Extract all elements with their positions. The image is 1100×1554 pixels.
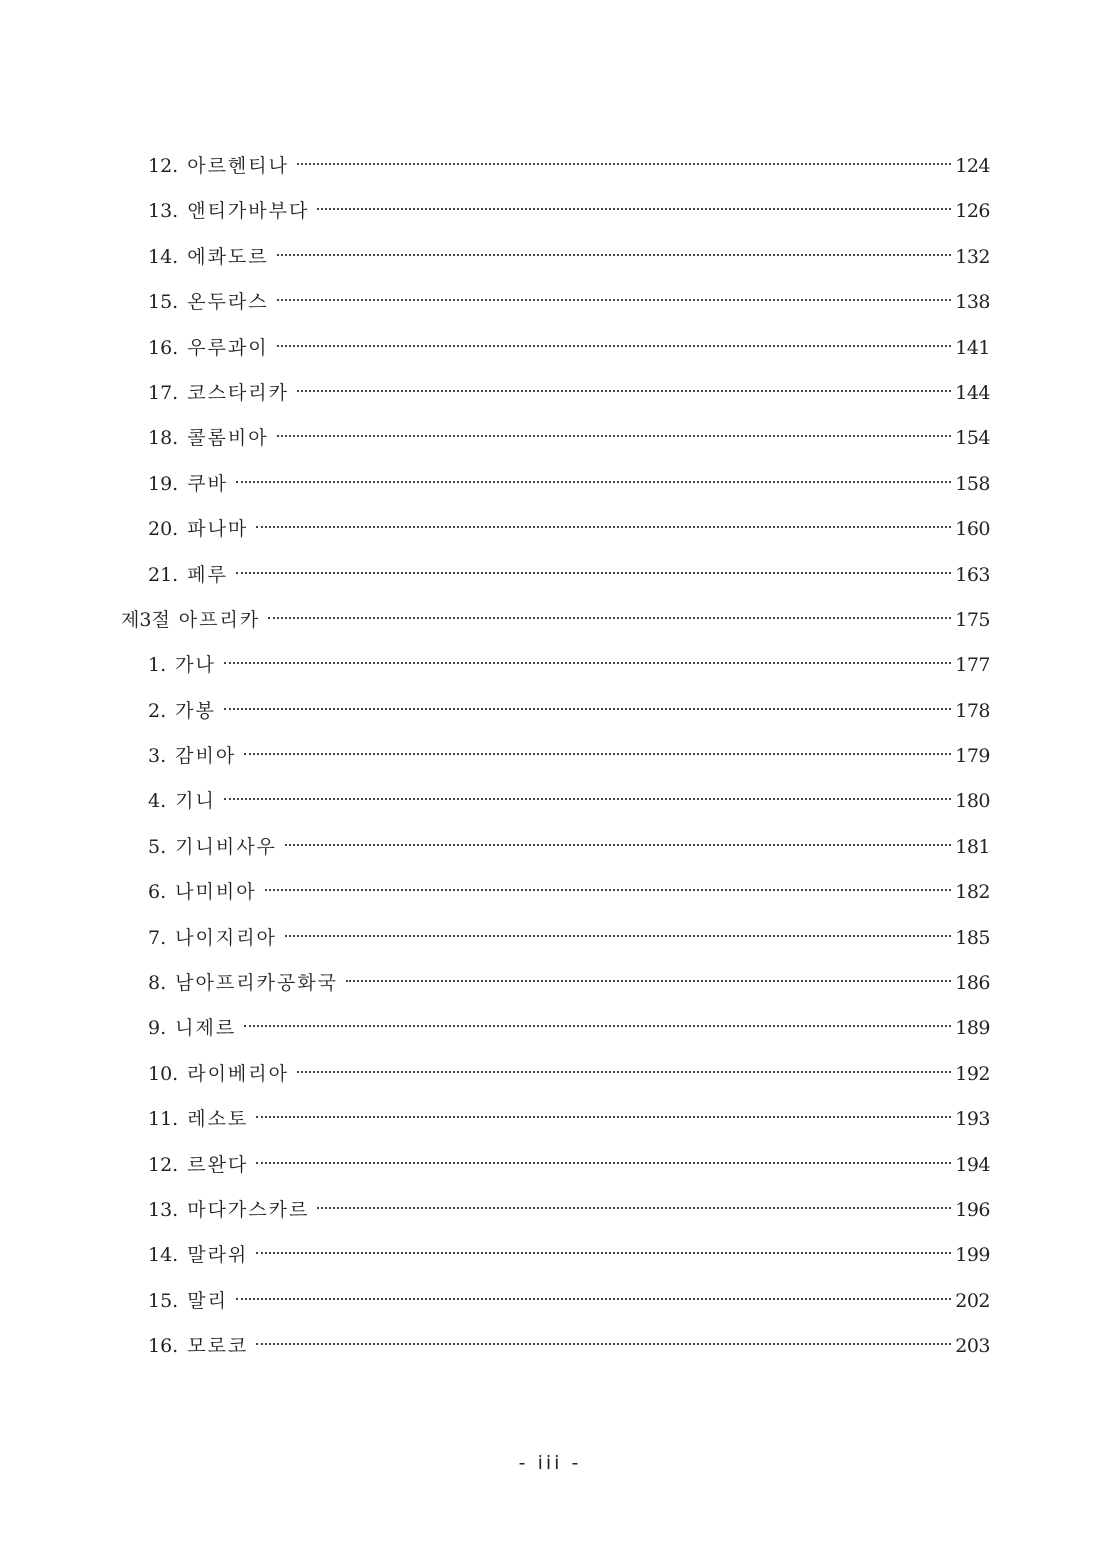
- toc-entry-title: 기니비사우: [175, 835, 277, 858]
- toc-entry-title: 앤티가바부다: [187, 200, 310, 223]
- toc-entry-page-number: 193: [955, 1108, 990, 1131]
- toc-entry-title: 가봉: [175, 699, 216, 722]
- toc-entry-number: 19.: [148, 472, 179, 495]
- toc-entry-page-number: 158: [955, 472, 990, 495]
- dot-leader: [236, 572, 951, 574]
- toc-entry-number: 8.: [148, 972, 167, 995]
- toc-entry[interactable]: [0, 1324, 1100, 1369]
- dot-leader: [297, 1071, 951, 1073]
- toc-entry[interactable]: [0, 961, 1100, 1006]
- toc-entry-title: 나미비아: [175, 881, 257, 904]
- dot-leader: [236, 481, 951, 483]
- toc-entry[interactable]: [0, 1052, 1100, 1097]
- toc-entry-title: 말리: [187, 1289, 228, 1312]
- dot-leader: [224, 798, 951, 800]
- dot-leader: [285, 844, 951, 846]
- toc-entry-number: 4.: [148, 790, 167, 813]
- toc-entry-number: 7.: [148, 926, 167, 949]
- toc-entry-title: 감비아: [175, 745, 237, 768]
- toc-entry-title: 말라위: [187, 1244, 249, 1267]
- dot-leader: [256, 1252, 951, 1254]
- toc-entry[interactable]: [0, 825, 1100, 870]
- toc-section-heading[interactable]: [0, 598, 1100, 643]
- toc-entry-number: 16.: [148, 1335, 179, 1358]
- toc-entry-number: 16.: [148, 336, 179, 359]
- toc-entry-title: 페루: [187, 563, 228, 586]
- toc-entry-title: 남아프리카공화국: [175, 972, 338, 995]
- toc-entry-title: 가나: [175, 654, 216, 677]
- dot-leader: [256, 526, 951, 528]
- toc-entry-number: 3.: [148, 745, 167, 768]
- dot-leader: [317, 208, 951, 210]
- toc-entry-title: 쿠바: [187, 472, 228, 495]
- table-of-contents: [0, 144, 1100, 1370]
- toc-entry-page-number: 141: [955, 336, 990, 359]
- toc-entry-page-number: 179: [955, 745, 990, 768]
- toc-entry-title: 니제르: [175, 1017, 237, 1040]
- toc-entry-number: 9.: [148, 1017, 167, 1040]
- toc-entry-number: 12.: [148, 155, 179, 177]
- toc-entry[interactable]: [0, 916, 1100, 961]
- toc-entry[interactable]: [0, 416, 1100, 461]
- toc-entry-title: 파나마: [187, 518, 249, 541]
- toc-entry[interactable]: [0, 507, 1100, 552]
- toc-entry[interactable]: [0, 235, 1100, 280]
- toc-entry-page-number: 192: [955, 1062, 990, 1085]
- toc-entry-page-number: 160: [955, 518, 990, 541]
- toc-entry-page-number: 182: [955, 881, 990, 904]
- toc-entry[interactable]: [0, 1006, 1100, 1051]
- toc-entry-title: 온두라스: [187, 291, 269, 314]
- toc-entry[interactable]: [0, 189, 1100, 234]
- toc-entry-page-number: 202: [955, 1289, 990, 1312]
- toc-entry-number: 14.: [148, 1244, 179, 1267]
- toc-entry-title: 라이베리아: [187, 1062, 289, 1085]
- toc-entry-number: 6.: [148, 881, 167, 904]
- toc-entry-page-number: 163: [955, 563, 990, 586]
- dot-leader: [224, 662, 951, 664]
- dot-leader: [297, 390, 951, 392]
- toc-entry[interactable]: [0, 689, 1100, 734]
- toc-entry-title: 아프리카: [178, 608, 261, 631]
- toc-entry-page-number: 175: [955, 608, 990, 631]
- toc-entry-page-number: 199: [955, 1244, 990, 1267]
- toc-entry-number: 1.: [148, 654, 167, 677]
- toc-entry[interactable]: [0, 553, 1100, 598]
- dot-leader: [265, 889, 952, 891]
- toc-entry-page-number: 144: [955, 381, 990, 404]
- toc-entry-page-number: 186: [955, 972, 990, 995]
- toc-entry-title: 코스타리카: [187, 381, 289, 404]
- toc-entry[interactable]: [0, 371, 1100, 416]
- toc-entry-title: 나이지리아: [175, 926, 277, 949]
- toc-entry[interactable]: [0, 462, 1100, 507]
- dot-leader: [317, 1207, 951, 1209]
- toc-entry-number: 제3절: [121, 608, 170, 631]
- toc-entry[interactable]: [0, 1143, 1100, 1188]
- toc-entry-page-number: 180: [955, 790, 990, 813]
- dot-leader: [256, 1116, 951, 1118]
- toc-entry-page-number: 154: [955, 427, 990, 450]
- toc-entry[interactable]: [0, 734, 1100, 779]
- toc-entry[interactable]: [0, 779, 1100, 824]
- dot-leader: [256, 1162, 951, 1164]
- toc-entry-page-number: 126: [955, 200, 990, 223]
- toc-entry[interactable]: [0, 280, 1100, 325]
- toc-entry-title: 우루과이: [187, 336, 269, 359]
- toc-entry-number: 13.: [148, 200, 179, 223]
- toc-entry[interactable]: [0, 1233, 1100, 1278]
- toc-entry-number: 17.: [148, 381, 179, 404]
- toc-entry-title: 콜롬비아: [187, 427, 269, 450]
- toc-entry-page-number: 189: [955, 1017, 990, 1040]
- page-number-footer: - iii -: [518, 1452, 582, 1474]
- dot-leader: [346, 980, 951, 982]
- toc-entry-page-number: 203: [955, 1335, 990, 1358]
- toc-entry-page-number: 185: [955, 926, 990, 949]
- toc-entry-number: 15.: [148, 291, 179, 314]
- toc-entry-page-number: 181: [955, 835, 990, 858]
- toc-entry-number: 21.: [148, 563, 179, 586]
- toc-entry-page-number: 178: [955, 699, 990, 722]
- toc-entry-title: 모로코: [187, 1335, 249, 1358]
- toc-entry-number: 15.: [148, 1289, 179, 1312]
- toc-entry[interactable]: [0, 144, 1100, 189]
- dot-leader: [256, 1343, 951, 1345]
- toc-entry-number: 11.: [148, 1108, 179, 1131]
- dot-leader: [277, 254, 952, 256]
- dot-leader: [285, 935, 951, 937]
- toc-entry-number: 12.: [148, 1153, 179, 1176]
- toc-entry-title: 아르헨티나: [187, 155, 289, 177]
- toc-entry-page-number: 194: [955, 1153, 990, 1176]
- toc-entry-page-number: 196: [955, 1198, 990, 1221]
- toc-entry[interactable]: [0, 643, 1100, 688]
- toc-entry-page-number: 132: [955, 245, 990, 268]
- toc-entry-number: 10.: [148, 1062, 179, 1085]
- toc-entry-number: 5.: [148, 835, 167, 858]
- dot-leader: [244, 753, 951, 755]
- toc-entry-page-number: 124: [955, 155, 990, 177]
- dot-leader: [236, 1298, 951, 1300]
- toc-entry[interactable]: [0, 1097, 1100, 1142]
- toc-entry-number: 18.: [148, 427, 179, 450]
- dot-leader: [224, 708, 951, 710]
- toc-entry[interactable]: [0, 1279, 1100, 1324]
- toc-entry-page-number: 177: [955, 654, 990, 677]
- dot-leader: [297, 163, 951, 165]
- toc-entry-title: 레소토: [187, 1108, 249, 1131]
- toc-entry-title: 마다가스카르: [187, 1198, 310, 1221]
- dot-leader: [277, 299, 952, 301]
- toc-entry-page-number: 138: [955, 291, 990, 314]
- toc-entry-title: 기니: [175, 790, 216, 813]
- dot-leader: [277, 345, 952, 347]
- dot-leader: [268, 617, 951, 619]
- toc-entry-number: 20.: [148, 518, 179, 541]
- toc-entry[interactable]: [0, 326, 1100, 371]
- toc-entry-number: 2.: [148, 699, 167, 722]
- dot-leader: [277, 435, 952, 437]
- toc-entry-title: 에콰도르: [187, 245, 269, 268]
- toc-entry-number: 13.: [148, 1198, 179, 1221]
- toc-entry[interactable]: [0, 1188, 1100, 1233]
- toc-entry[interactable]: [0, 870, 1100, 915]
- toc-entry-number: 14.: [148, 245, 179, 268]
- dot-leader: [244, 1025, 951, 1027]
- toc-entry-title: 르완다: [187, 1153, 249, 1176]
